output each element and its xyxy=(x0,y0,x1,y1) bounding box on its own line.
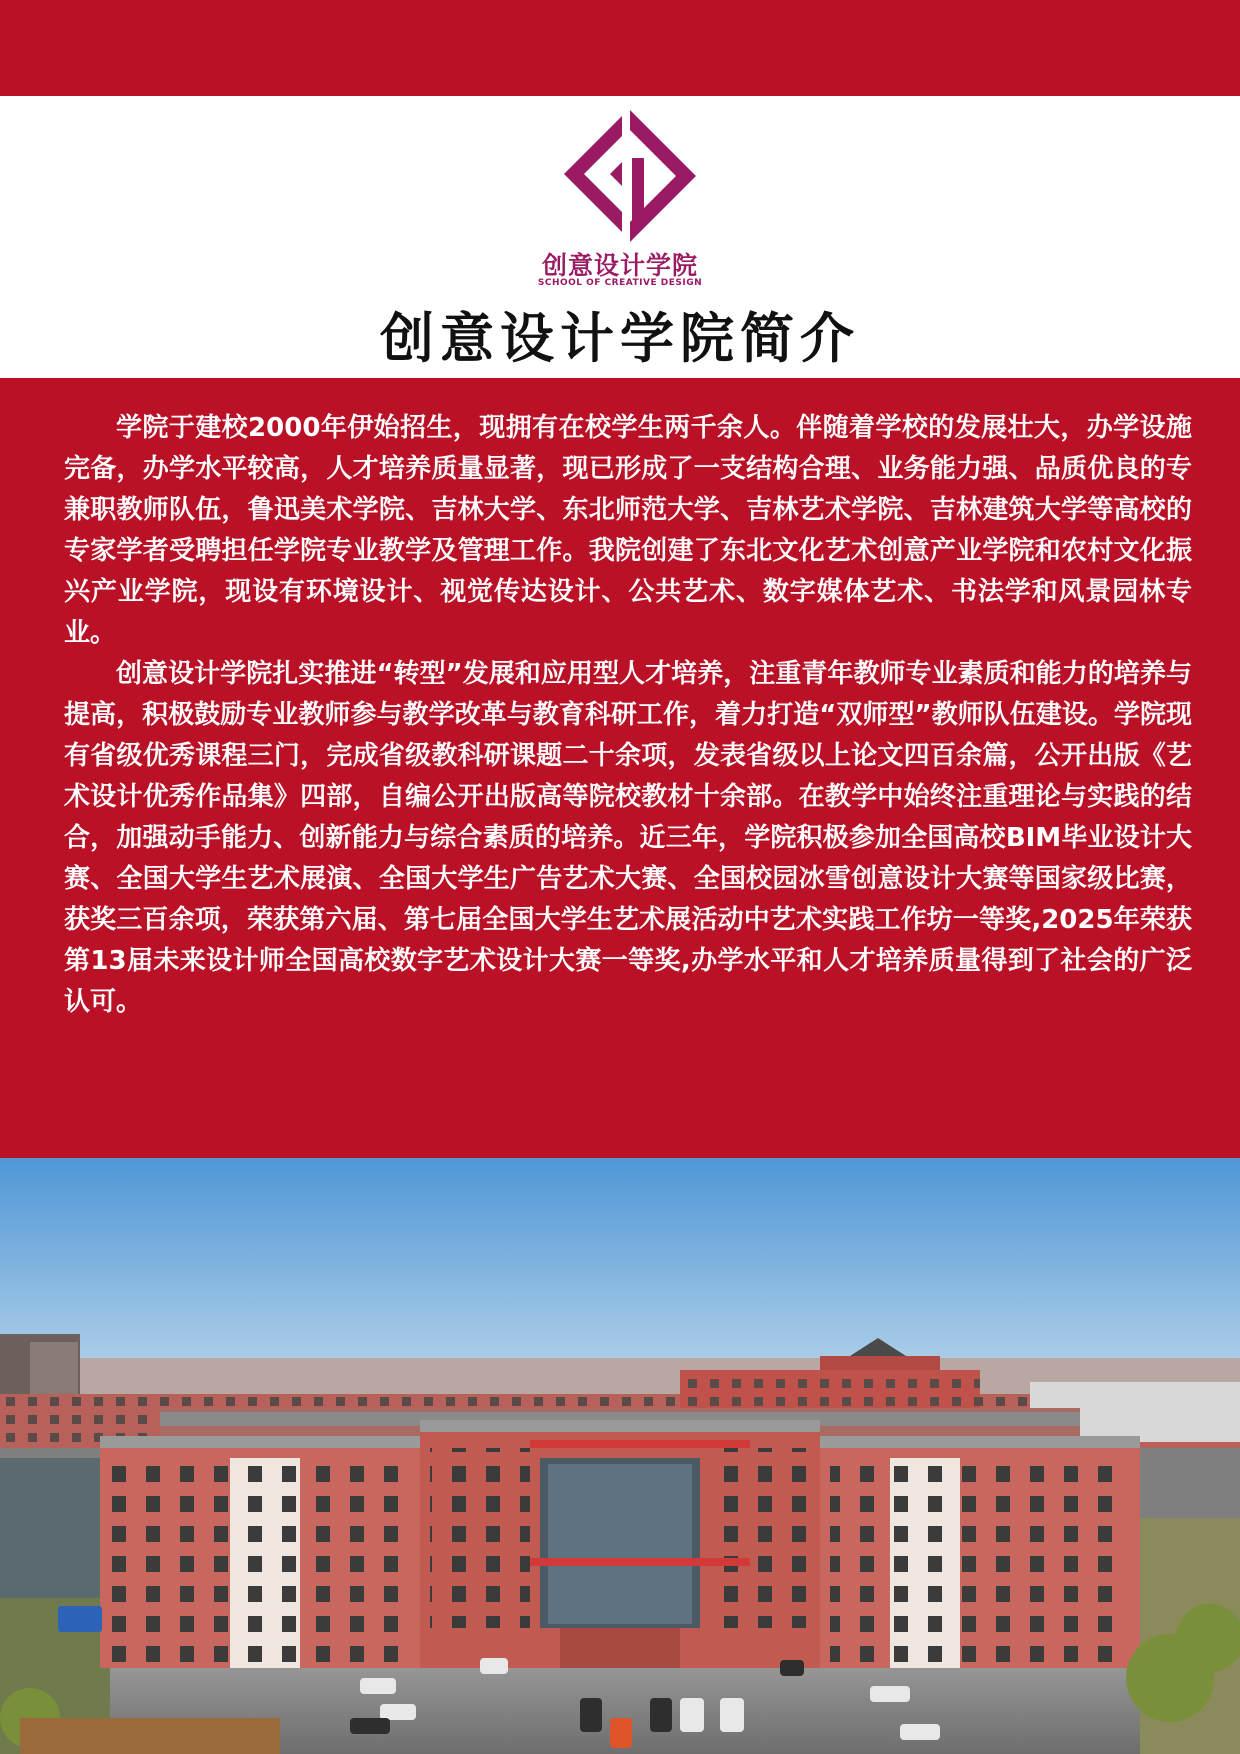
campus-photo-illustration xyxy=(0,1158,1240,1754)
intro-section xyxy=(0,378,1240,1158)
school-logo-icon xyxy=(560,106,700,246)
intro-paragraph-1: 学院于建校2000年伊始招生，现拥有在校学生两千余人。伴随着学校的发展壮大，办学设施完备，办学水平较高，人才培养质量显著，现已形成了一支结构合理、业务能力强、品质优良的专兼职教师队伍，鲁迅美术学院、吉林大学、东北师范大学、吉林艺术学院、吉林建筑大学等高校的专家学者受聘担任学院专业教学及管理工作。我院创建了东北文化艺术创意产业学院和农村文化振兴产业学院，现设有环境设计、视觉传达设计、公共艺术、数字媒体艺术、书法学和风景园林专业。 xyxy=(64,413,1192,648)
intro-text xyxy=(64,408,1192,1023)
header xyxy=(0,96,1240,378)
logo-name: 创意设计学院 xyxy=(541,251,698,280)
logo-subtitle: SCHOOL OF CREATIVE DESIGN xyxy=(537,278,703,288)
page-title: 创意设计学院简介 xyxy=(380,307,860,370)
top-band xyxy=(0,0,1240,96)
intro-paragraph-2: 创意设计学院扎实推进“转型”发展和应用型人才培养，注重青年教师专业素质和能力的培养与提高，积极鼓励专业教师参与教学改革与教育科研工作，着力打造“双师型”教师队伍建设。学院现有省级优秀课程三门，完成省级教科研课题二十余项，发表省级以上论文四百余篇，公开出版《艺术设计优秀作品集》四部，自编公开出版高等院校教材十余部。在教学中始终注重理论与实践的结合，加强动手能力、创新能力与综合素质的培养。近三年，学院积极参加全国高校BIM毕业设计大赛、全国大学生艺术展演、全国大学生广告艺术大赛、全国校园冰雪创意设计大赛等国家级比赛，获奖三百余项，荣获第六届、第七届全国大学生艺术展活动中艺术实践工作坊一等奖,2025年荣获第13届未来设计师全国高校数字艺术设计大赛一等奖,办学水平和人才培养质量得到了社会的广泛认可。 xyxy=(64,659,1192,1017)
campus-photo xyxy=(0,1158,1240,1754)
